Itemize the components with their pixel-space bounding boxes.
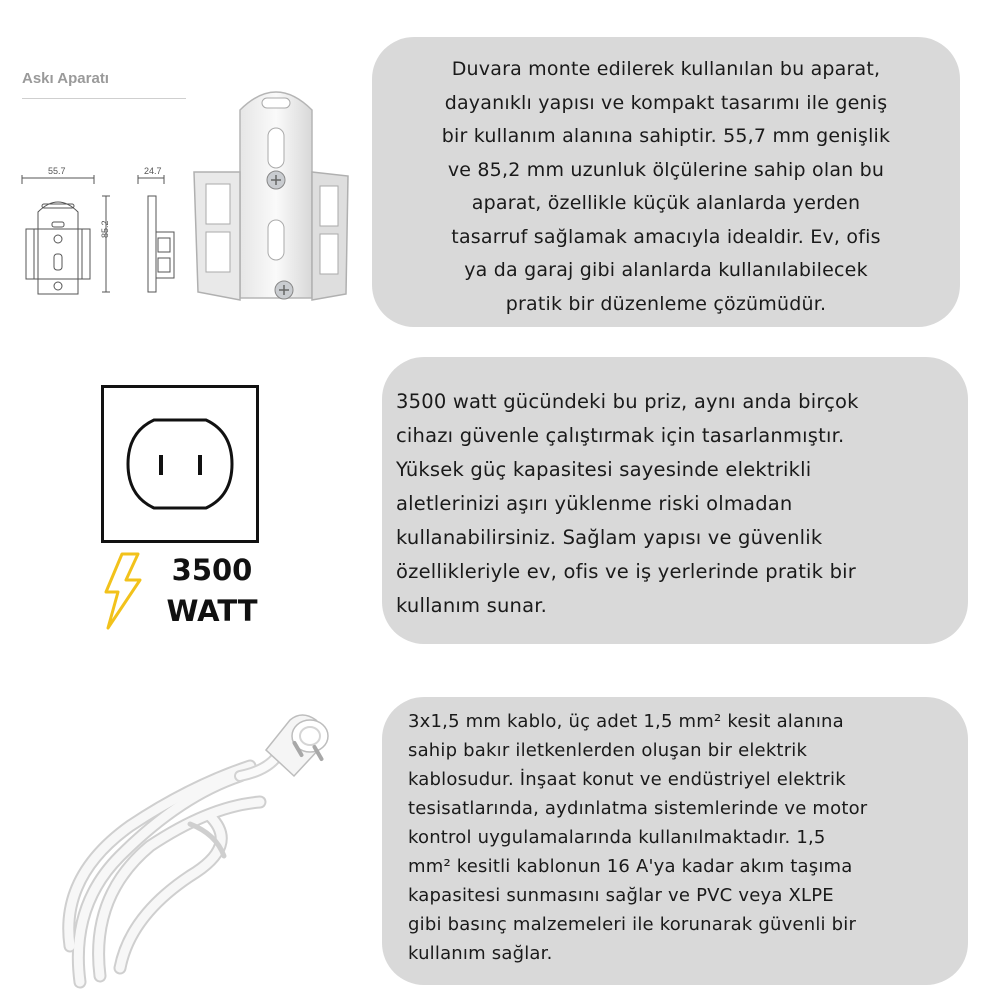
power-cable-plug-icon	[40, 706, 340, 990]
electrical-outlet-icon	[101, 385, 259, 543]
bracket-section-title: Askı Aparatı	[22, 70, 109, 87]
description-line: tesisatlarında, aydınlatma sistemlerinde ve motor	[408, 798, 868, 819]
description-line: kontrol uygulamalarında kullanılmaktadır. 1,5	[408, 827, 826, 848]
height-dimension-label: 85.2	[100, 220, 110, 238]
description-line: kullanım sağlar.	[408, 943, 553, 964]
description-line: pratik bir düzenleme çözümüdür.	[505, 292, 827, 315]
description-line: bir kullanım alanına sahiptir. 55,7 mm genişlik	[441, 125, 891, 147]
bracket-technical-drawing	[18, 174, 198, 304]
description-line: 3x1,5 mm kablo, üç adet 1,5 mm² kesit alanına	[408, 711, 844, 732]
description-line: özellikleriyle ev, ofis ve iş yerlerinde pratik bir	[396, 560, 856, 583]
description-line: gibi basınç malzemeleri ile korunarak güvenli bir	[408, 914, 857, 935]
depth-dimension-label: 24.7	[144, 166, 162, 176]
description-line: mm² kesitli kablonun 16 A'ya kadar akım taşıma	[408, 856, 853, 877]
description-line: dayanıklı yapısı ve kompakt tasarımı ile geniş	[444, 91, 888, 114]
power-unit: WATT	[166, 594, 258, 628]
wall-bracket-image	[188, 80, 358, 302]
description-line: aparat, özellikle küçük alanlarda yerden	[471, 192, 861, 214]
description-line: cihazı güvenle çalıştırmak için tasarlanmıştır.	[396, 424, 845, 447]
description-line: kablosudur. İnşaat konut ve endüstriyel elektrik	[408, 769, 846, 790]
description-line: kullanım sunar.	[396, 594, 548, 617]
description-line: ya da garaj gibi alanlarda kullanılabilecek	[464, 259, 868, 281]
description-line: kapasitesi sunmasını sağlar ve PVC veya XLPE	[408, 885, 834, 906]
width-dimension-label: 55.7	[48, 166, 66, 176]
lightning-bolt-icon	[100, 552, 144, 630]
description-line: sahip bakır iletkenlerden oluşan bir elektrik	[408, 740, 808, 761]
description-line: Yüksek güç kapasitesi sayesinde elektrikli	[396, 458, 812, 481]
title-underline	[22, 98, 186, 99]
description-line: tasarruf sağlamak amacıyla idealdir. Ev, ofis	[451, 225, 881, 248]
description-line: Duvara monte edilerek kullanılan bu aparat,	[451, 58, 881, 80]
cable-description-panel	[382, 697, 968, 985]
description-line: aletlerinizi aşırı yüklenme riski olmadan	[396, 492, 793, 515]
power-description-panel	[382, 357, 968, 644]
description-line: kullanabilirsiniz. Sağlam yapısı ve güvenlik	[396, 526, 823, 549]
description-line: ve 85,2 mm uzunluk ölçülerine sahip olan bu	[447, 158, 885, 181]
power-value: 3500	[171, 553, 253, 587]
description-line: 3500 watt gücündeki bu priz, aynı anda birçok	[396, 390, 859, 413]
bracket-description-panel	[372, 37, 960, 327]
